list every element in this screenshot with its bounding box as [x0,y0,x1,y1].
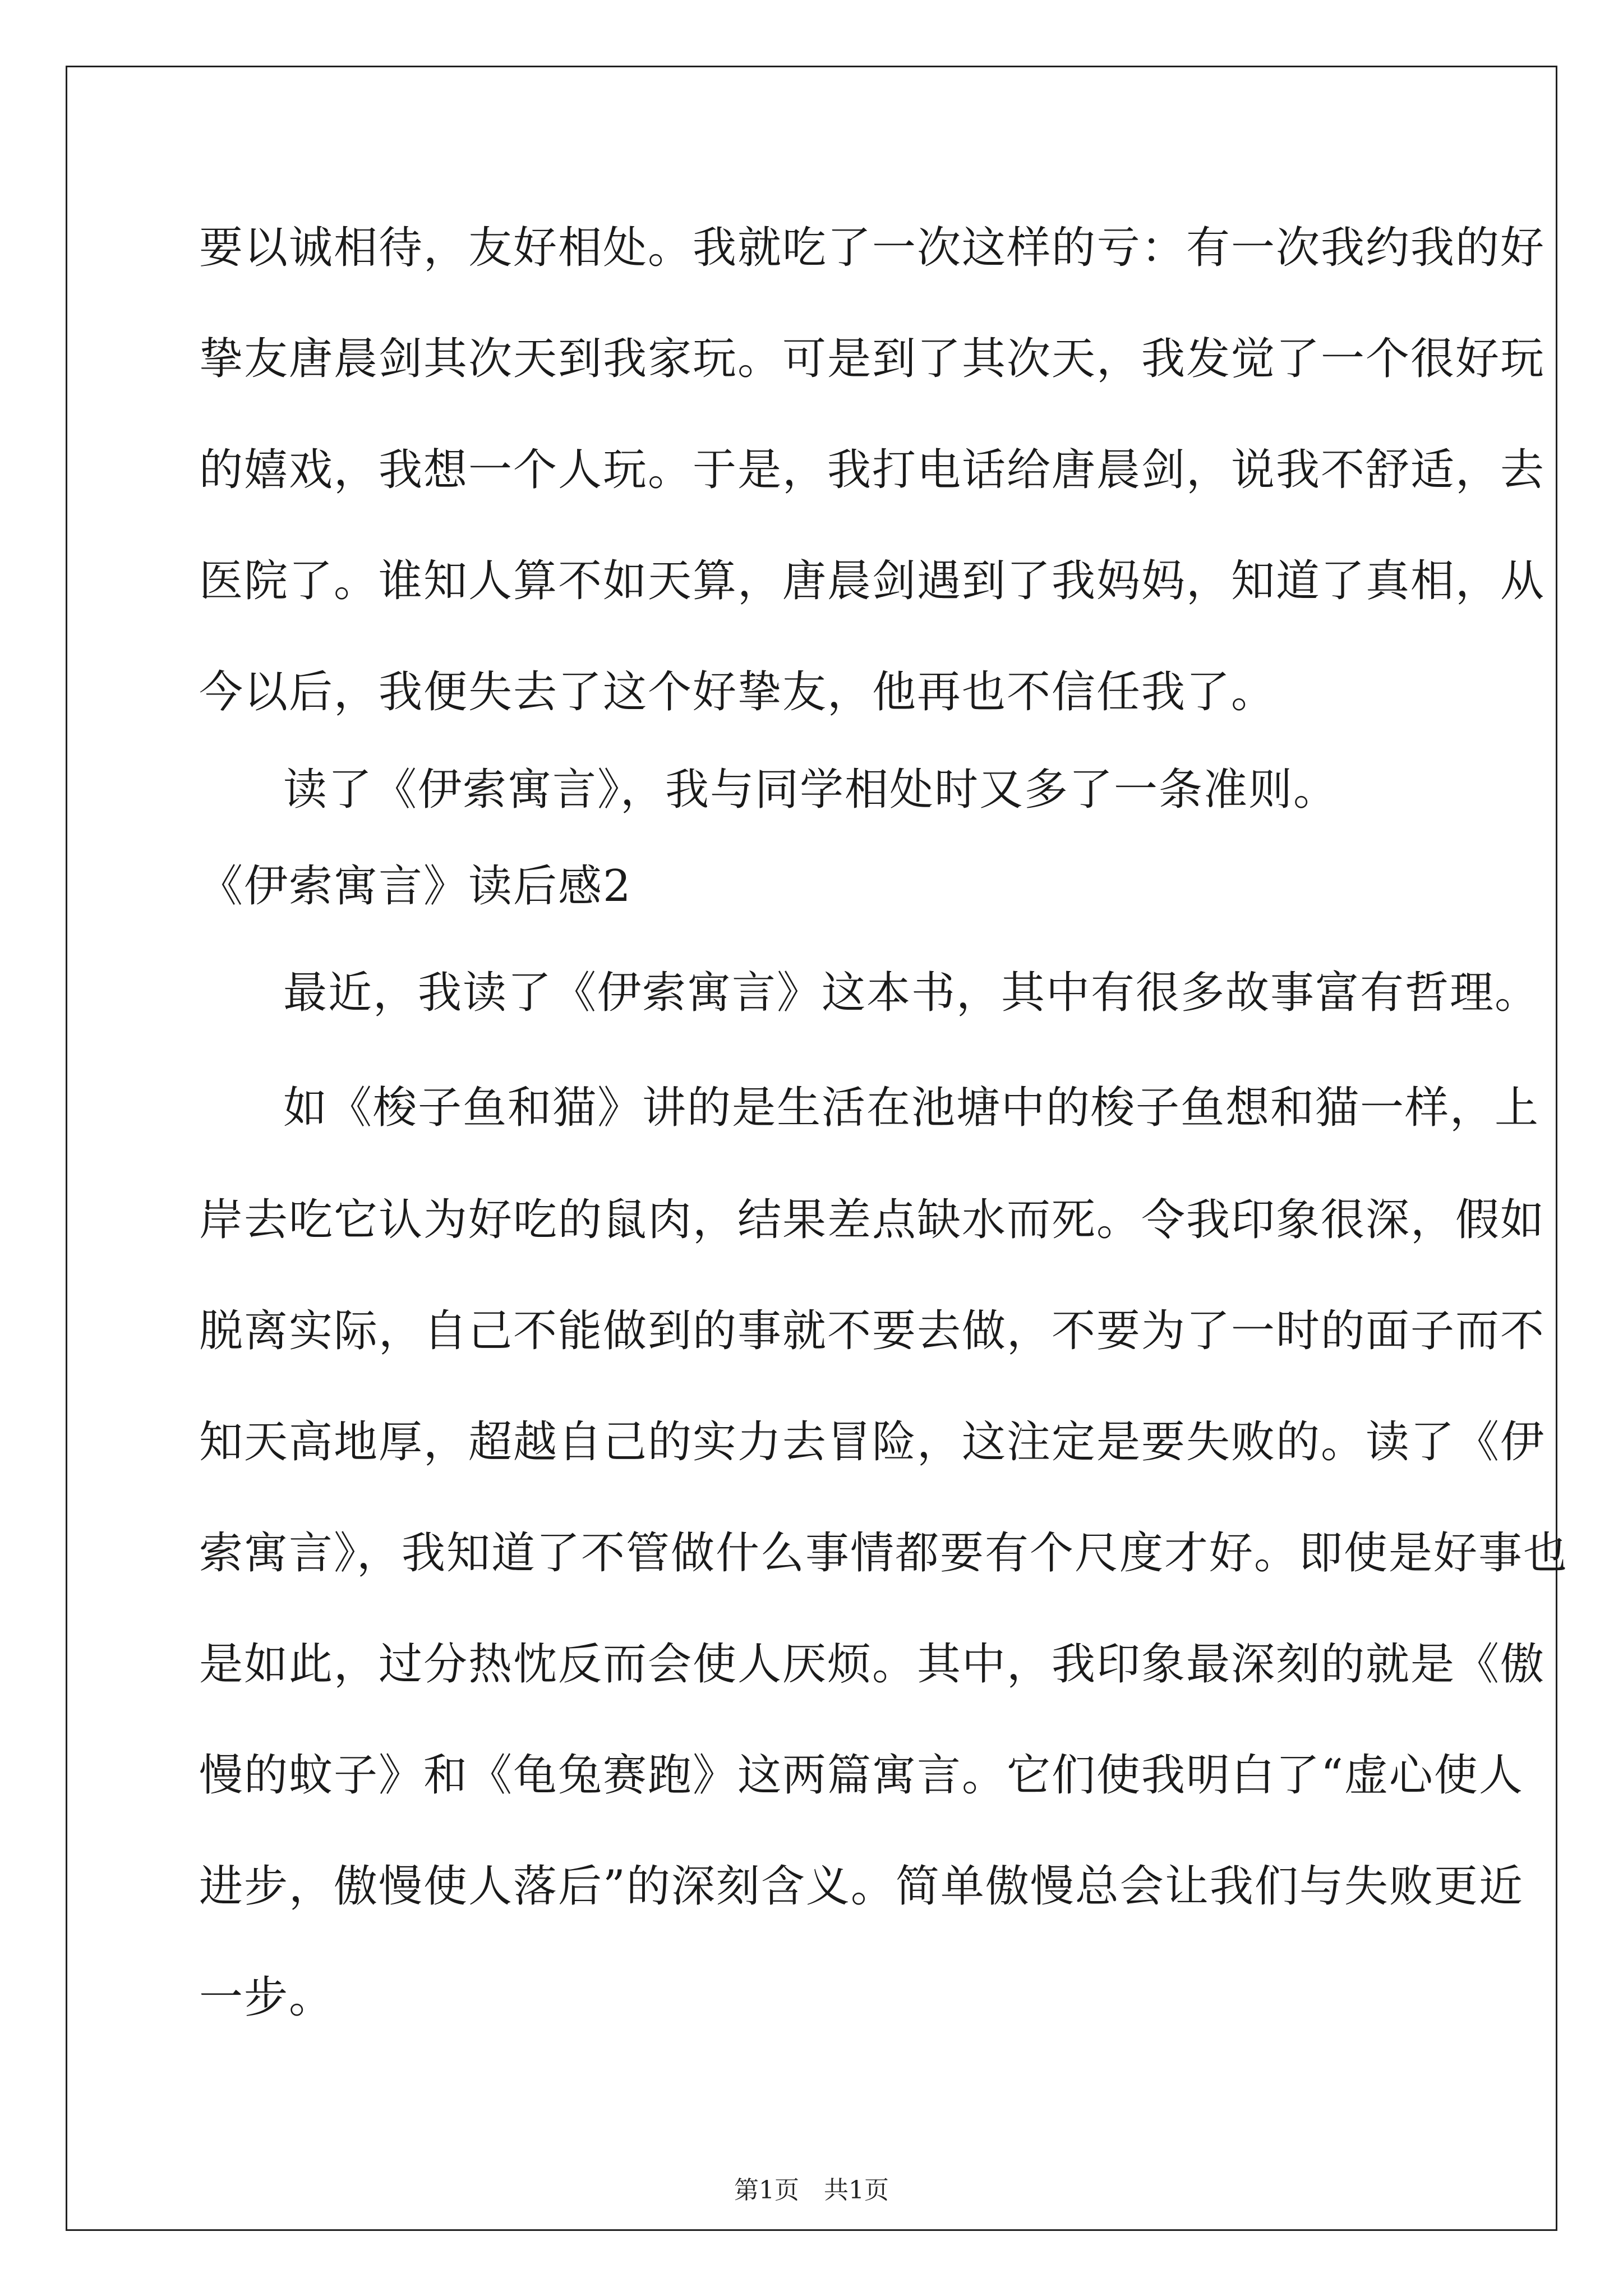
text-line: 知天高地厚，超越自己的实力去冒险，这注定是要失败的。读了《伊 [199,1417,1546,1467]
text-line: 的嬉戏，我想一个人玩。于是，我打电话给唐晨剑，说我不舒适，去 [199,445,1546,495]
text-line: 要以诚相待，友好相处。我就吃了一次这样的亏：有一次我约我的好 [199,223,1546,273]
text-line: 岸去吃它认为好吃的鼠肉，结果差点缺水而死。令我印象很深，假如 [199,1195,1546,1245]
text-line: 今以后，我便失去了这个好挚友，他再也不信任我了。 [199,667,1276,717]
page-number: 第1页 共1页 [734,2176,889,2205]
text-line: 一步。 [199,1972,334,2023]
text-line: 索寓言》，我知道了不管做什么事情都要有个尺度才好。即使是好事也 [199,1528,1569,1579]
text-line: 是如此，过分热忱反而会使人厌烦。其中，我印象最深刻的就是《傲 [199,1639,1546,1690]
text-line: 医院了。谁知人算不如天算，唐晨剑遇到了我妈妈，知道了真相，从 [199,556,1546,606]
text-line: 脱离实际，自己不能做到的事就不要去做，不要为了一时的面子而不 [199,1306,1546,1356]
paragraph-2: 读了《伊索寓言》，我与同学相处时又多了一条准则。 [283,765,1339,815]
text-line: 慢的蚊子》和《龟兔赛跑》这两篇寓言。它们使我明白了“虚心使人 [199,1750,1524,1801]
text-line: 如《梭子鱼和猫》讲的是生活在池塘中的梭子鱼想和猫一样，上 [283,1083,1540,1133]
text-line: 进步，傲慢使人落后”的深刻含义。简单傲慢总会让我们与失败更近 [199,1861,1524,1912]
paragraph-3: 最近，我读了《伊索寓言》这本书，其中有很多故事富有哲理。 [283,968,1540,1018]
text-line: 挚友唐晨剑其次天到我家玩。可是到了其次天，我发觉了一个很好玩 [199,334,1546,384]
section-heading: 《伊索寓言》读后感2 [199,861,632,912]
